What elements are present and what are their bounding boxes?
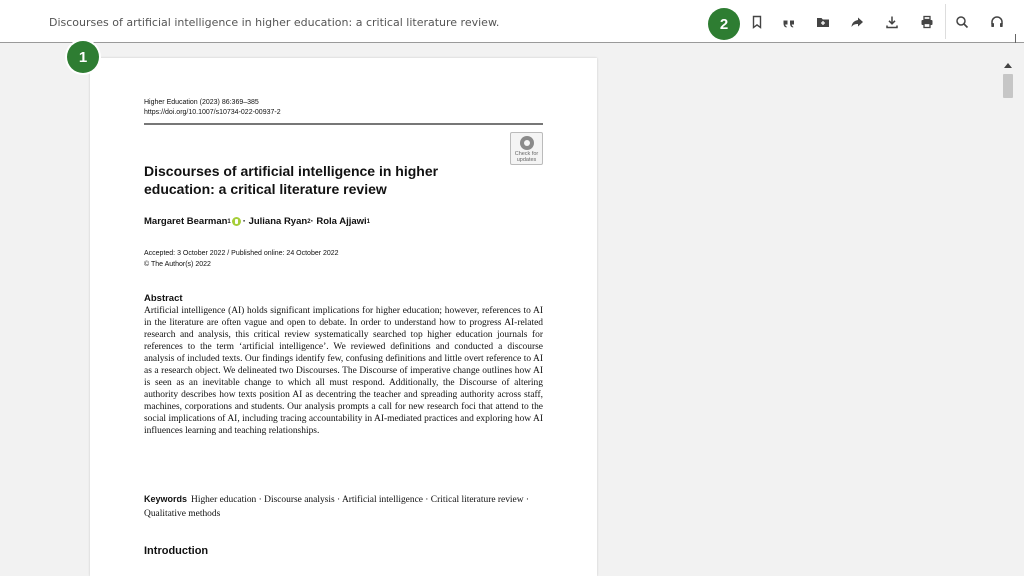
- cite-button[interactable]: [778, 11, 800, 33]
- download-button[interactable]: [881, 11, 903, 33]
- paper-title: Discourses of artificial intelligence in higher education: a critical literature review: [144, 163, 439, 197]
- toolbar: [0, 0, 1024, 43]
- check-updates-label: Check for updates: [514, 151, 539, 163]
- copyright: © The Author(s) 2022: [144, 261, 211, 268]
- scroll-up-arrow-icon[interactable]: [1004, 63, 1012, 68]
- publication-dates: [144, 248, 339, 270]
- author-list: [144, 216, 370, 227]
- listen-button[interactable]: [986, 11, 1008, 33]
- accepted-date: Accepted: 3 October 2022 / Published online: 24 October 2022: [144, 250, 339, 257]
- print-icon: [920, 15, 934, 29]
- author-name: Margaret Bearman: [144, 216, 228, 227]
- journal-citation: Higher Education (2023) 86:369–385: [144, 99, 259, 106]
- abstract-text: Artificial intelligence (AI) holds significant implications for higher education; however, references to AI in the literature are often vague and open to debate. In order to understand how to progress AI-related research and analysis, this critical review systematically searched top higher education journals for references to the term ‘artificial intelligence’. We reviewed definitions and conducted a discourse analysis of included texts. Our findings identify few, confusing definitions and little overt reference to AI as a research object. We delineated two Discourses. The Discourse of imperative change outlines how AI is seen as an inevitable change to which all must respond. Additionally, the Discourse of altering authority describes how texts position AI as decentring the teacher and spreading authority across staff, machines, corporations and students. Our analysis prompts a call for new research foci that attend to the social implications of AI, including tracing accountability in AI-mediated practices and exploring how AI influences learning and teaching relationships.: [144, 306, 543, 436]
- author-affiliation: 1: [366, 218, 371, 225]
- share-icon: [850, 15, 864, 29]
- keywords: [144, 492, 543, 521]
- introduction-heading: Introduction: [144, 545, 209, 557]
- scrollbar-thumb[interactable]: [1003, 74, 1013, 98]
- add-to-folder-icon: [816, 15, 830, 29]
- toolbar-separator: [945, 4, 946, 39]
- document-title: Discourses of artificial intelligence in higher education: a critical literature review.: [49, 16, 500, 29]
- check-updates-icon: [520, 136, 534, 150]
- author-name: · Juliana Ryan: [242, 216, 308, 227]
- orcid-icon[interactable]: [232, 217, 241, 226]
- listen-icon: [990, 15, 1004, 29]
- check-for-updates-badge[interactable]: [510, 132, 543, 165]
- abstract-heading: Abstract: [144, 293, 183, 304]
- author-affiliation: 1: [227, 218, 231, 225]
- search-icon: [955, 15, 969, 29]
- bookmark-icon: [750, 15, 764, 29]
- callout-badge-2: 2: [708, 8, 740, 40]
- header-rule: [144, 123, 543, 125]
- pdf-page: [90, 58, 597, 576]
- search-button[interactable]: [951, 11, 973, 33]
- print-button[interactable]: [916, 11, 938, 33]
- window-edge: [1015, 34, 1016, 43]
- doi-link[interactable]: https://doi.org/10.1007/s10734-022-00937-2: [144, 109, 281, 116]
- callout-badge-1: 1: [67, 41, 99, 73]
- bookmark-button[interactable]: [746, 11, 768, 33]
- share-button[interactable]: [846, 11, 868, 33]
- add-to-folder-button[interactable]: [812, 11, 834, 33]
- scrollbar-track[interactable]: [1000, 58, 1016, 576]
- quote-icon: [782, 15, 796, 29]
- keywords-label: Keywords: [144, 494, 188, 504]
- journal-meta: [144, 98, 281, 118]
- keywords-text: Higher education · Discourse analysis · Artificial intelligence · Critical literature review · Qualitative methods: [144, 495, 530, 519]
- author-name: · Rola Ajjawi: [310, 216, 367, 227]
- author-affiliation: 2: [307, 218, 311, 225]
- download-icon: [885, 15, 899, 29]
